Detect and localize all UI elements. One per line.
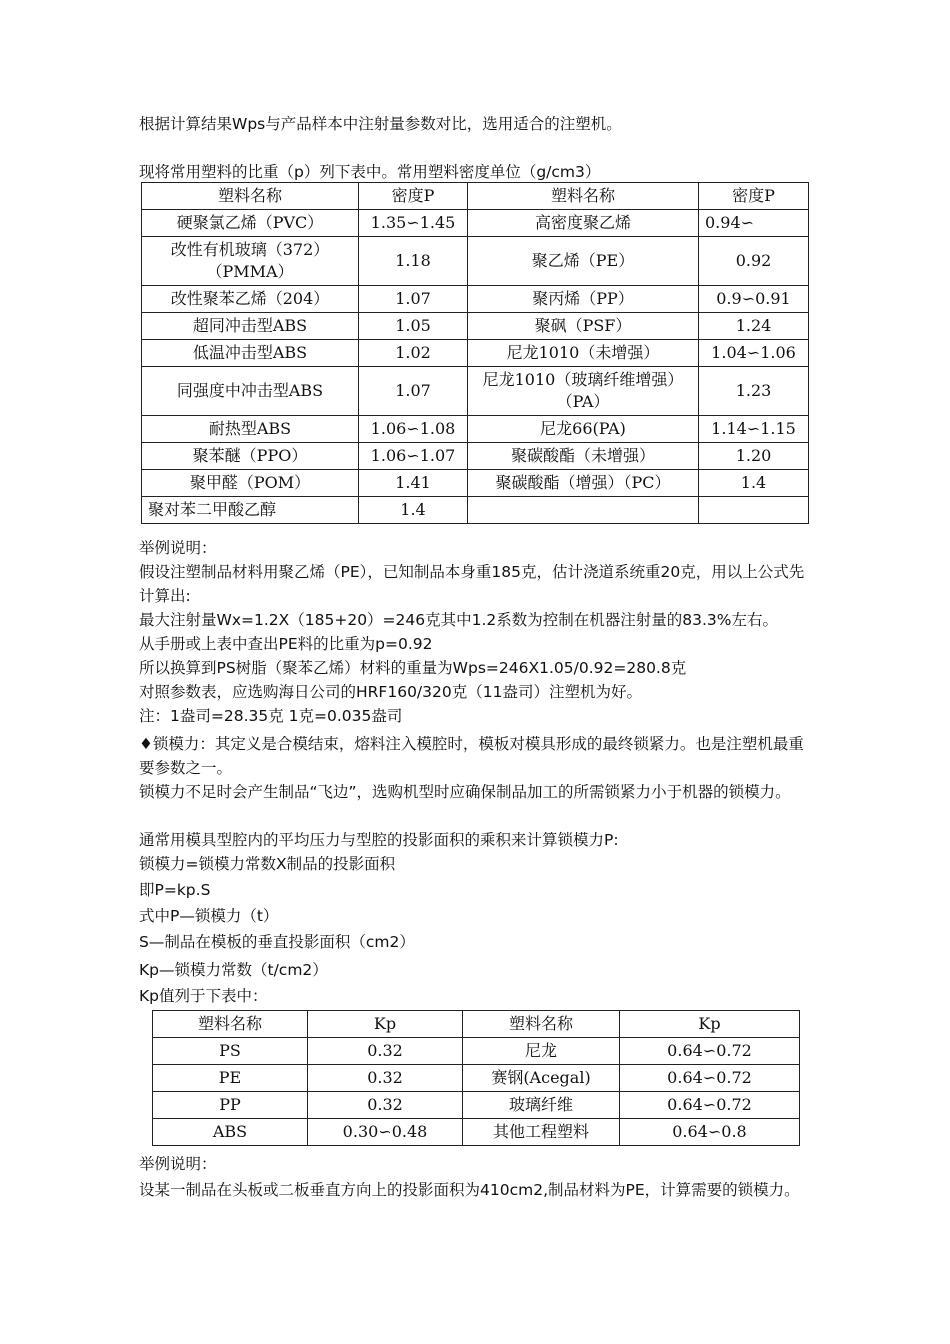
- body-paragraph: 从手册或上表中查出PE料的比重为p=0.92: [139, 635, 433, 653]
- table-cell: 赛钢(Acegal): [463, 1065, 620, 1092]
- table-cell: 其他工程塑料: [463, 1119, 620, 1146]
- table-cell: 1.07: [359, 367, 468, 416]
- table-row: [153, 1038, 800, 1065]
- table-row: [142, 416, 809, 443]
- table-cell: 1.4: [359, 497, 468, 524]
- table-cell: [468, 497, 699, 524]
- col-header-plastic-name: 塑料名称: [468, 183, 699, 210]
- table-cell: 聚对苯二甲酸乙醇: [142, 497, 359, 524]
- table-cell: 同强度中冲击型ABS: [142, 367, 359, 416]
- table-cell: 1.06∽1.07: [359, 443, 468, 470]
- body-paragraph: 锁模力不足时会产生制品“飞边”，选购机型时应确保制品加工的所需锁紧力小于机器的锁模力。: [139, 783, 791, 801]
- formula-line: 式中P—锁模力（t）: [139, 907, 279, 925]
- table-cell: 1.14∽1.15: [699, 416, 809, 443]
- example-heading: 举例说明：: [139, 539, 217, 557]
- table-cell: 聚砜（PSF）: [468, 313, 699, 340]
- table-cell: 0.32: [308, 1092, 463, 1119]
- table-cell: PS: [153, 1038, 308, 1065]
- col-header-kp: Kp: [308, 1011, 463, 1038]
- col-header-plastic-name: 塑料名称: [463, 1011, 620, 1038]
- table-cell: 聚碳酸酯（未增强）: [468, 443, 699, 470]
- intro-paragraph: 根据计算结果Wps与产品样本中注射量参数对比，选用适合的注塑机。: [139, 115, 622, 133]
- table-cell: 1.35∽1.45: [359, 210, 468, 237]
- kp-table-caption: Kp值列于下表中：: [139, 987, 268, 1005]
- table-cell: [699, 497, 809, 524]
- body-paragraph: 通常用模具型腔内的平均压力与型腔的投影面积的乘积来计算锁模力P:: [139, 831, 619, 849]
- table-cell: 聚丙烯（PP）: [468, 286, 699, 313]
- table-cell: 1.20: [699, 443, 809, 470]
- note-paragraph: 注：1盎司=28.35克 1克=0.035盎司: [139, 707, 403, 725]
- table-row: [142, 470, 809, 497]
- table-cell: 0.9∽0.91: [699, 286, 809, 313]
- col-header-density: 密度P: [699, 183, 809, 210]
- table-cell: 1.41: [359, 470, 468, 497]
- table-cell: ABS: [153, 1119, 308, 1146]
- table-cell: 耐热型ABS: [142, 416, 359, 443]
- table-row: [142, 210, 809, 237]
- table-row: [142, 237, 809, 286]
- table-cell: 高密度聚乙烯: [468, 210, 699, 237]
- table-row: [142, 340, 809, 367]
- table-cell: 0.94∽: [699, 210, 809, 237]
- table-row: [153, 1119, 800, 1146]
- table-row: [153, 1065, 800, 1092]
- table-cell: 低温冲击型ABS: [142, 340, 359, 367]
- table-cell: 1.23: [699, 367, 809, 416]
- table-cell: 聚碳酸酯（增强）（PC）: [468, 470, 699, 497]
- table-cell: 改性有机玻璃（372）（PMMA）: [142, 237, 359, 286]
- table-cell: 聚苯醚（PPO）: [142, 443, 359, 470]
- table-cell: 尼龙: [463, 1038, 620, 1065]
- density-table-caption: 现将常用塑料的比重（p）列下表中。常用塑料密度单位（g/cm3）: [139, 163, 601, 181]
- table-cell: 0.64∽0.72: [620, 1065, 800, 1092]
- table-cell: PE: [153, 1065, 308, 1092]
- table-cell: 聚甲醛（POM）: [142, 470, 359, 497]
- formula-line: S—制品在模板的垂直投影面积（cm2）: [139, 933, 415, 951]
- table-cell: 0.92: [699, 237, 809, 286]
- table-cell: 尼龙1010（未增强）: [468, 340, 699, 367]
- table-row: [142, 286, 809, 313]
- table-cell: 尼龙66(PA): [468, 416, 699, 443]
- table-row: [142, 497, 809, 524]
- kp-table: [152, 1010, 800, 1146]
- table-row: [142, 313, 809, 340]
- table-row: [142, 367, 809, 416]
- table-header-row: [153, 1011, 800, 1038]
- table-cell: 超同冲击型ABS: [142, 313, 359, 340]
- table-row: [142, 443, 809, 470]
- col-header-density: 密度P: [359, 183, 468, 210]
- table-cell: 硬聚氯乙烯（PVC）: [142, 210, 359, 237]
- table-cell: 1.04∽1.06: [699, 340, 809, 367]
- table-cell: 聚乙烯（PE）: [468, 237, 699, 286]
- table-cell: 0.32: [308, 1038, 463, 1065]
- table-cell: 0.64∽0.72: [620, 1038, 800, 1065]
- table-cell: 1.07: [359, 286, 468, 313]
- table-cell: 0.32: [308, 1065, 463, 1092]
- body-paragraph: 设某一制品在头板或二板垂直方向上的投影面积为410cm2,制品材料为PE，计算需要的锁模力。: [139, 1181, 800, 1199]
- table-header-row: [142, 183, 809, 210]
- body-paragraph: 最大注射量Wx=1.2X（185+20）=246克其中1.2系数为控制在机器注射量的83.3%左右。: [139, 611, 779, 629]
- formula-line: 即P=kp.S: [139, 881, 211, 899]
- table-row: [153, 1092, 800, 1119]
- table-cell: PP: [153, 1092, 308, 1119]
- formula-line: Kp—锁模力常数（t/cm2）: [139, 961, 328, 979]
- table-cell: 1.05: [359, 313, 468, 340]
- table-cell: 0.64∽0.8: [620, 1119, 800, 1146]
- table-cell: 1.02: [359, 340, 468, 367]
- col-header-kp: Kp: [620, 1011, 800, 1038]
- table-cell: 改性聚苯乙烯（204）: [142, 286, 359, 313]
- body-paragraph: 对照参数表，应选购海日公司的HRF160/320克（11盎司）注塑机为好。: [139, 683, 642, 701]
- example-heading: 举例说明：: [139, 1155, 217, 1173]
- clamping-force-definition: ♦锁模力：其定义是合模结束，熔料注入模腔时，模板对模具形成的最终锁紧力。也是注塑机最重要参数之一。: [139, 735, 804, 777]
- table-cell: 1.4: [699, 470, 809, 497]
- body-paragraph: 假设注塑制品材料用聚乙烯（PE），已知制品本身重185克，估计浇道系统重20克，用以上公式先计算出:: [139, 563, 805, 605]
- col-header-plastic-name: 塑料名称: [142, 183, 359, 210]
- table-cell: 玻璃纤维: [463, 1092, 620, 1119]
- density-table: [141, 182, 809, 524]
- formula-line: 锁模力=锁模力常数X制品的投影面积: [139, 855, 396, 873]
- table-cell: 1.24: [699, 313, 809, 340]
- table-cell: 0.30∽0.48: [308, 1119, 463, 1146]
- table-cell: 尼龙1010（玻璃纤维增强）（PA）: [468, 367, 699, 416]
- table-cell: 1.06∽1.08: [359, 416, 468, 443]
- table-cell: 0.64∽0.72: [620, 1092, 800, 1119]
- col-header-plastic-name: 塑料名称: [153, 1011, 308, 1038]
- table-cell: 1.18: [359, 237, 468, 286]
- body-paragraph: 所以换算到PS树脂（聚苯乙烯）材料的重量为Wps=246X1.05/0.92=280.8克: [139, 659, 687, 677]
